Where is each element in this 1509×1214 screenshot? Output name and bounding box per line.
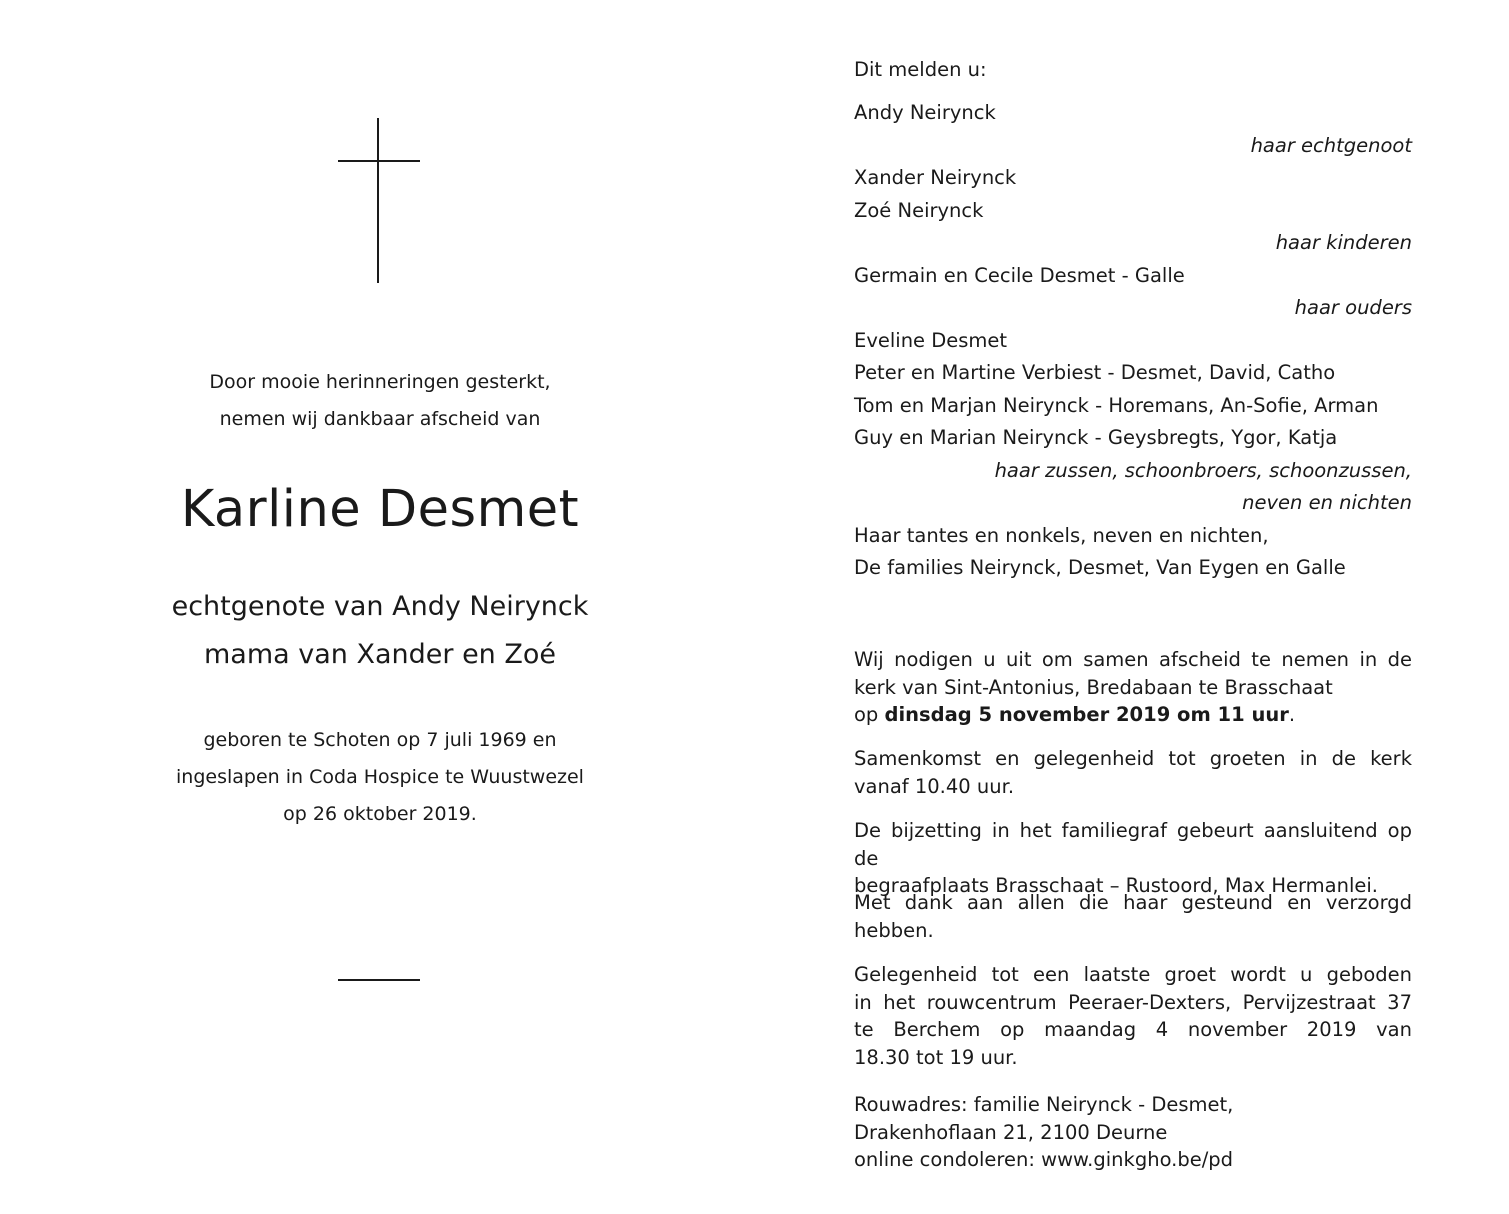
family-parents-role: haar ouders (1294, 296, 1412, 319)
relations-text (60, 583, 700, 679)
family-parents: Germain en Cecile Desmet - Galle (854, 263, 1185, 287)
intro-line-2: nemen wij dankbaar afscheid van (219, 408, 541, 430)
address-line: Rouwadres: familie Neirynck - Desmet, (854, 1093, 1234, 1116)
family-child: Xander Neirynck (854, 166, 1017, 189)
burial-line: begraafplaats Brasschaat – Rustoord, Max Hermanlei. (854, 874, 1378, 897)
gathering-line: vanaf 10.40 uur. (854, 774, 1015, 798)
intro-line-1: Door mooie herinneringen gesterkt, (209, 371, 551, 393)
cross-icon (338, 118, 422, 283)
invitation-line: kerk van Sint-Antonius, Bredabaan te Brasschaat (854, 675, 1333, 699)
mourning-address (854, 1091, 1412, 1174)
invitation-date: dinsdag 5 november 2019 om 11 uur (884, 703, 1289, 726)
invitation-suffix: . (1288, 703, 1296, 726)
family-spouse-role: haar echtgenoot (1250, 133, 1412, 157)
visitation-line: 18.30 tot 19 uur. (854, 1045, 1018, 1069)
family-sibling: Tom en Marjan Neirynck - Horemans, An-Sofie, Arman (854, 393, 1379, 417)
burial-paragraph (854, 817, 1412, 900)
invitation-date-line (854, 701, 1412, 729)
burial-line: De bijzetting in het familiegraf gebeurt aansluitend op de (854, 819, 1412, 870)
intro-text (60, 364, 700, 438)
family-sibling: Guy en Marian Neirynck - Geysbregts, Ygor, Katja (854, 426, 1338, 449)
died-line: ingeslapen in Coda Hospice te Wuustwezel (176, 766, 584, 788)
visitation-paragraph (854, 961, 1412, 1071)
family-sibling: Eveline Desmet (854, 328, 1008, 352)
family-sibling: Peter en Martine Verbiest - Desmet, David, Catho (854, 361, 1336, 384)
family-child: Zoé Neirynck (854, 198, 984, 222)
family-others: Haar tantes en nonkels, neven en nichten, (854, 523, 1269, 547)
visitation-line: te Berchem op maandag 4 november 2019 van (854, 1018, 1412, 1041)
family-siblings-role: haar zussen, schoonbroers, schoonzussen, (994, 458, 1412, 482)
invitation-line: Wij nodigen u uit om samen afscheid te nemen in de (854, 648, 1412, 671)
address-line: online condoleren: www.ginkgho.be/pd (854, 1148, 1234, 1171)
card-left-panel (60, 0, 700, 1214)
family-others: De families Neirynck, Desmet, Van Eygen en Galle (854, 556, 1346, 579)
life-dates (60, 722, 700, 833)
gathering-line: Samenkomst en gelegenheid tot groeten in de kerk (854, 747, 1412, 770)
visitation-line: Gelegenheid tot een laatste groet wordt u geboden (854, 963, 1412, 986)
cross-horizontal-bar (338, 160, 420, 162)
thanks-line: hebben. (854, 918, 934, 942)
thanks-paragraph (854, 889, 1412, 944)
thanks-line: Met dank aan allen die haar gesteund en verzorgd (854, 891, 1412, 914)
born-line: geboren te Schoten op 7 juli 1969 en (203, 729, 557, 751)
family-children-role: haar kinderen (1275, 231, 1412, 254)
bottom-divider (338, 979, 420, 981)
family-siblings-role-cont: neven en nichten (1242, 491, 1412, 514)
address-line: Drakenhoflaan 21, 2100 Deurne (854, 1120, 1168, 1144)
relation-line-1: echtgenote van Andy Neirynck (171, 591, 589, 622)
visitation-line: in het rouwcentrum Peeraer-Dexters, Pervijzestraat 37 (854, 990, 1412, 1014)
family-spouse: Andy Neirynck (854, 101, 996, 124)
died-date-line: op 26 oktober 2019. (283, 803, 477, 825)
cross-vertical-bar (377, 118, 379, 283)
relation-line-2: mama van Xander en Zoé (203, 639, 556, 670)
deceased-name: Karline Desmet (180, 480, 580, 539)
gathering-paragraph (854, 745, 1412, 800)
family-list (854, 97, 1412, 585)
invitation-prefix: op (854, 703, 885, 726)
invitation-paragraph (854, 646, 1412, 729)
announce-heading: Dit melden u: (854, 58, 987, 81)
